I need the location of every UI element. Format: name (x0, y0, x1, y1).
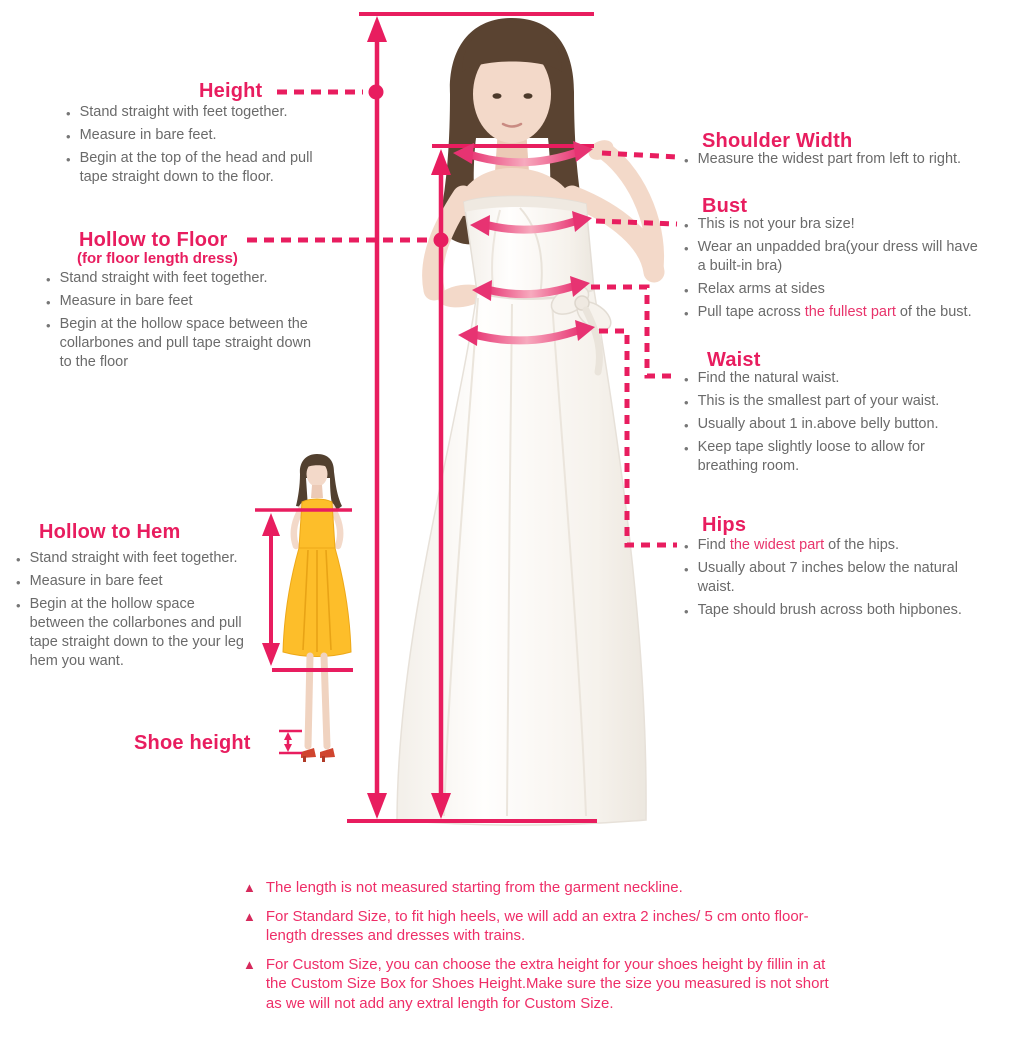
bullet-icon: • (684, 306, 689, 321)
highlighted-text: the widest part (729, 537, 825, 553)
bust-title: Bust (702, 195, 748, 217)
bullet-icon: • (16, 598, 21, 613)
hollow-to-floor-instructions (46, 269, 314, 372)
list-item: • Stand straight with feet together. (66, 104, 288, 121)
hips-title: Hips (702, 514, 747, 536)
bullet-icon: • (684, 539, 689, 554)
bullet-icon: • (16, 575, 21, 590)
waist-instructions (684, 369, 984, 476)
list-item: • Stand straight with feet together. (16, 550, 238, 567)
list-item: • Usually about 7 inches below the natural waist. (684, 559, 992, 597)
bullet-icon: • (46, 295, 51, 310)
height-arrow-down (367, 793, 387, 819)
hollow-to-floor-subtitle: (for floor length dress) (77, 250, 238, 267)
list-item: • Find the widest part of the hips. (684, 537, 900, 554)
list-item: • Measure the widest part from left to right. (684, 151, 962, 168)
shoe-arrow-down (284, 744, 292, 752)
warning-triangle-icon: ▲ (243, 908, 256, 924)
footnote: ▲ For Standard Size, to fit high heels, we will add an extra 2 inches/ 5 cm onto floor-length dresses and dresses with trains. (243, 907, 809, 944)
list-item: • Begin at the hollow space between the collarbones and pull tape straight down to the your leg hem you want. (16, 595, 251, 671)
height-instructions (66, 103, 324, 187)
list-item: • Usually about 1 in.above belly button. (684, 416, 939, 433)
shoe-arrow-up (284, 732, 292, 740)
bullet-icon: • (684, 562, 689, 577)
model-photo-main (397, 18, 655, 825)
hem-arrow-down (262, 643, 280, 666)
hem-arrow-up (262, 513, 280, 536)
hollow-to-floor-connector-dot (434, 233, 449, 248)
bullet-icon: • (684, 372, 689, 387)
list-item: • Measure in bare feet. (66, 127, 217, 144)
hips-instructions (684, 536, 992, 620)
bullet-icon: • (16, 552, 21, 567)
shoulder-width-instructions (684, 150, 1004, 169)
list-item: • Find the natural waist. (684, 370, 840, 387)
warning-triangle-icon: ▲ (243, 880, 256, 895)
footnote: ▲ The length is not measured starting from the garment neckline. (243, 879, 683, 896)
list-item: • Stand straight with feet together. (46, 270, 268, 287)
waist-title: Waist (707, 349, 761, 371)
hollow-to-hem-instructions (16, 549, 251, 671)
height-arrow-up (367, 16, 387, 42)
footnote: ▲ For Custom Size, you can choose the extra height for your shoes height by fillin in at the Custom Size Box for Shoes Height.Make sure the size you measured is not short as we will not add any extral length for Custom Size. (243, 955, 829, 1012)
list-item: • Relax arms at sides (684, 281, 825, 298)
bullet-icon: • (684, 441, 689, 456)
hollow-to-hem-title: Hollow to Hem (39, 521, 181, 543)
bullet-icon: • (66, 129, 71, 144)
bullet-icon: • (684, 418, 689, 433)
bullet-icon: • (46, 318, 51, 333)
bullet-icon: • (684, 218, 689, 233)
height-connector-dot (369, 85, 384, 100)
bullet-icon: • (46, 272, 51, 287)
list-item: • Wear an unpadded bra(your dress will have a built-in bra) (684, 238, 989, 276)
list-item: • Pull tape across the fullest part of the bust. (684, 304, 972, 321)
model-photo-petite (283, 454, 351, 762)
list-item: • Measure in bare feet (46, 293, 193, 310)
warning-triangle-icon: ▲ (243, 956, 256, 972)
list-item: • Tape should brush across both hipbones. (684, 602, 962, 619)
bust-instructions (684, 215, 989, 322)
list-item: • Begin at the hollow space between the collarbones and pull tape straight down to the floor (46, 315, 314, 372)
footnotes (243, 878, 831, 1013)
list-item: • Measure in bare feet (16, 573, 163, 590)
list-item: • This is the smallest part of your waist. (684, 393, 940, 410)
bullet-icon: • (684, 241, 689, 256)
bullet-icon: • (684, 604, 689, 619)
list-item: • Keep tape slightly loose to allow for breathing room. (684, 438, 984, 476)
highlighted-text: the fullest part (804, 304, 896, 320)
bullet-icon: • (66, 152, 71, 167)
hollow-to-floor-title: Hollow to Floor (79, 229, 228, 251)
shoe-height-title: Shoe height (134, 732, 251, 754)
bullet-icon: • (684, 283, 689, 298)
bullet-icon: • (66, 106, 71, 121)
list-item: • Begin at the top of the head and pull tape straight down to the floor. (66, 149, 324, 187)
list-item: • This is not your bra size! (684, 216, 855, 233)
shoulder-width-title: Shoulder Width (702, 130, 853, 152)
bullet-icon: • (684, 395, 689, 410)
bullet-icon: • (684, 153, 689, 168)
height-title: Height (199, 80, 263, 102)
